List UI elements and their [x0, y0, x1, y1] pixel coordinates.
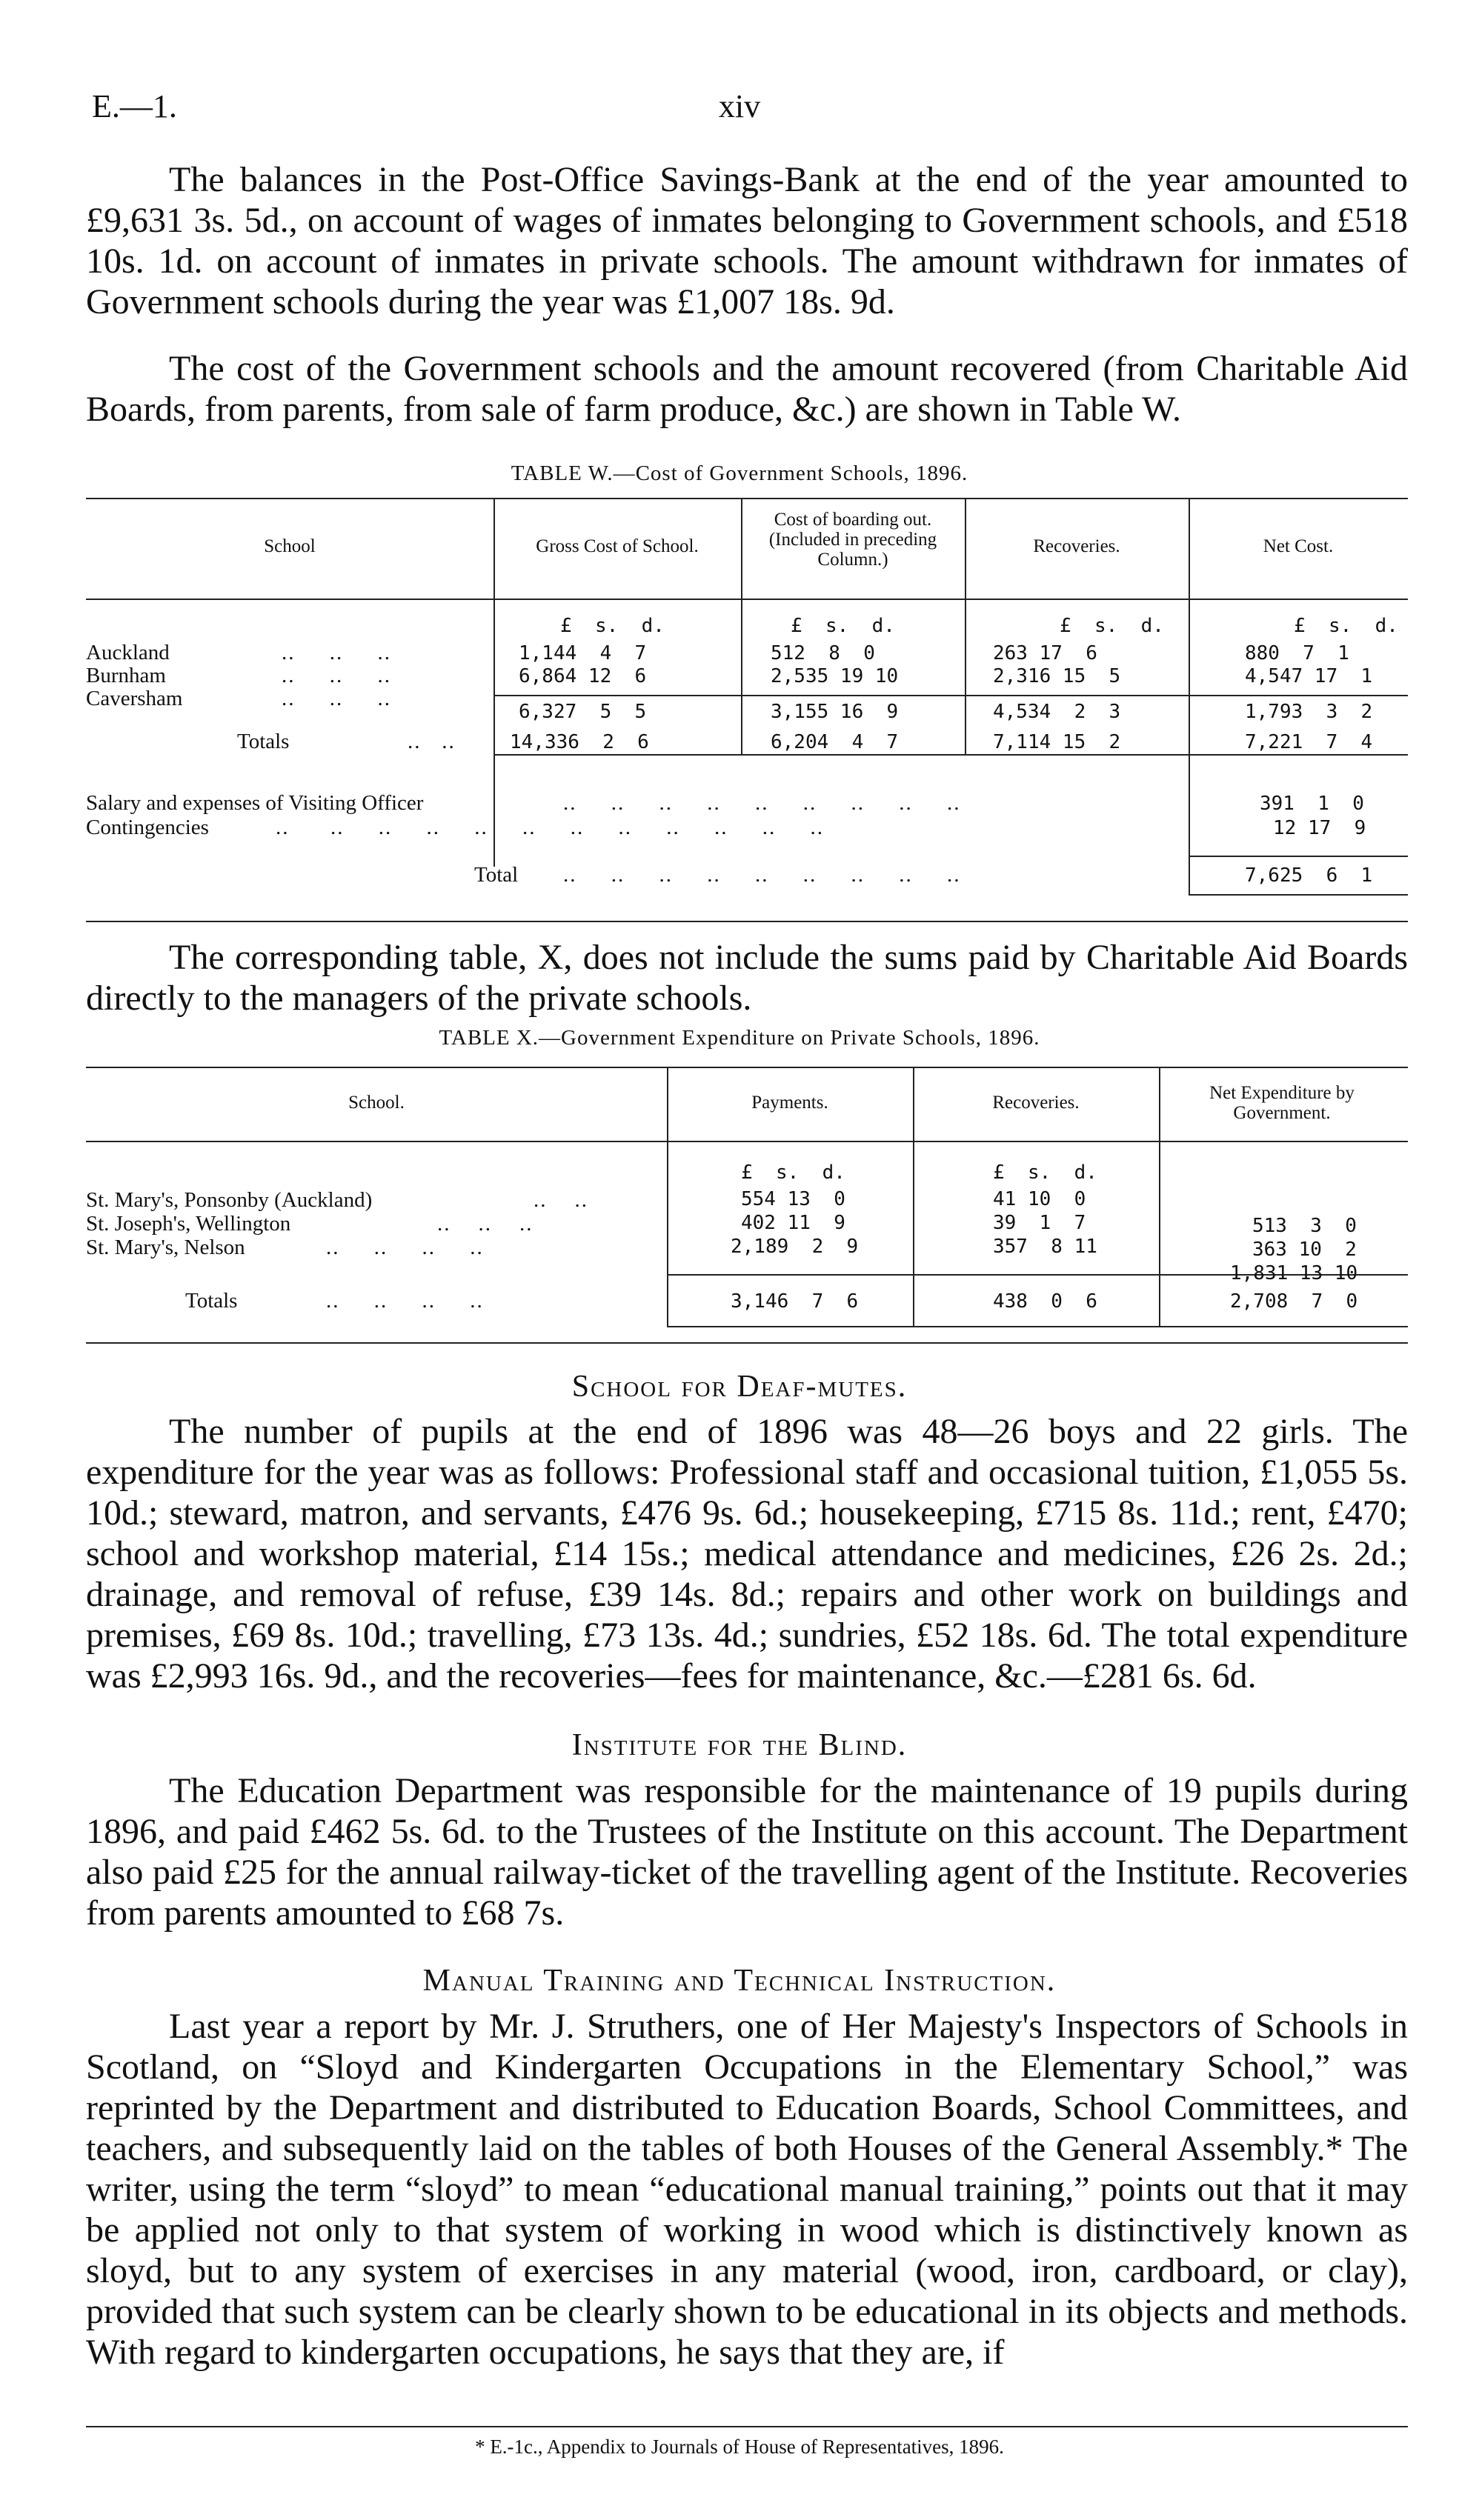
- table-cell: 39 1 7: [993, 1212, 1086, 1234]
- blind-paragraph: The Education Department was responsible for the maintenance of 19 pupils during 1896, and paid £462 5s. 6d. to the Trustees of the Institute on this account. The Department also paid £25 for the annual railway-ticket of the travelling agent of the Institute. Recoveries from parents amounted to £68 7s.: [86, 1771, 1408, 1933]
- table-x-total-recoveries: 438 0 6: [993, 1290, 1097, 1313]
- table-cell: 2,535 19 10: [771, 665, 899, 687]
- table-cell: 357 8 11: [993, 1236, 1097, 1258]
- table-w-total-net: 7,221 7 4: [1245, 731, 1373, 753]
- table-x-units-payments: £ s. d.: [741, 1161, 845, 1184]
- table-x-header-recoveries: Recoveries.: [992, 1093, 1080, 1113]
- table-cell: 4,534 2 3: [993, 701, 1121, 723]
- table-cell: 363 10 2: [1252, 1239, 1357, 1261]
- table-w-units-gross: £ s. d.: [560, 615, 665, 637]
- table-w-total-gross: 14,336 2 6: [510, 731, 649, 753]
- table-w-grand-total-label: Total: [474, 863, 519, 887]
- table-w-units-recoveries: £ s. d.: [1060, 615, 1164, 637]
- table-cell: 513 3 0: [1252, 1215, 1357, 1237]
- table-cell: 402 11 9: [741, 1212, 845, 1234]
- table-x-header-net: Net Expenditure by Government.: [1209, 1083, 1355, 1123]
- table-x-totals-label: Totals: [185, 1289, 238, 1313]
- table-row-label: St. Mary's, Nelson: [86, 1236, 245, 1259]
- cost-paragraph: The cost of the Government schools and the amount recovered (from Charitable Aid Boards, from parents, from sale of farm produce, &c.) are shown in Table W.: [86, 349, 1408, 429]
- table-cell: 391 1 0: [1260, 793, 1364, 815]
- table-row-label: Auckland: [86, 641, 170, 664]
- table-w-total-boarding: 6,204 4 7: [771, 731, 899, 753]
- table-cell: 2,189 2 9: [731, 1236, 859, 1258]
- manual-training-heading: Manual Training and Technical Instruction.: [422, 1964, 1057, 1998]
- table-w-caption: TABLE W.—Cost of Government Schools, 1896.: [511, 461, 968, 485]
- table-cell: 4,547 17 1: [1245, 665, 1373, 687]
- table-w-grand-total-net: 7,625 6 1: [1245, 864, 1373, 887]
- table-cell: 554 13 0: [741, 1188, 845, 1210]
- table-cell: 1,831 13 10: [1230, 1262, 1358, 1284]
- table-cell: 2,316 15 5: [993, 665, 1121, 687]
- table-x-total-net: 2,708 7 0: [1230, 1290, 1358, 1313]
- table-cell: 512 8 0: [771, 642, 875, 664]
- table-row-label: Salary and expenses of Visiting Officer: [86, 791, 424, 815]
- savings-bank-paragraph: The balances in the Post-Office Savings-Bank at the end of the year amounted to £9,631 3s. 5d., on account of wages of inmates belonging to Government schools, and £518 10s. 1d. on account of inmates in private schools. The amount withdrawn for inmates of Government schools during the year was £1,007 18s. 9d.: [86, 160, 1408, 321]
- table-cell: 3,155 16 9: [771, 701, 899, 723]
- table-w-total-recoveries: 7,114 15 2: [993, 731, 1121, 753]
- table-w-units-net: £ s. d.: [1294, 615, 1398, 637]
- table-row-label: Burnham: [86, 664, 166, 687]
- table-x-total-payments: 3,146 7 6: [731, 1290, 859, 1313]
- table-w-header-school: School: [264, 536, 316, 556]
- table-cell: 41 10 0: [993, 1188, 1086, 1210]
- table-x-header-school: School.: [348, 1093, 405, 1113]
- footnote: * E.-1c., Appendix to Journals of House of Representatives, 1896.: [475, 2436, 1004, 2458]
- document-reference: E.—1.: [92, 88, 177, 124]
- table-x-units-recoveries: £ s. d.: [993, 1161, 1097, 1184]
- table-row-label: Caversham: [86, 687, 183, 710]
- table-row-label: Contingencies: [86, 816, 209, 839]
- table-x-header-payments: Payments.: [751, 1093, 828, 1113]
- blind-heading: Institute for the Blind.: [571, 1728, 908, 1762]
- corresponding-paragraph: The corresponding table, X, does not include the sums paid by Charitable Aid Boards directly to the managers of the private schools.: [86, 938, 1408, 1018]
- table-w-header-recoveries: Recoveries.: [1033, 536, 1120, 556]
- deaf-mutes-paragraph: The number of pupils at the end of 1896 was 48—26 boys and 22 girls. The expenditure for the year was as follows: Professional staff and occasional tuition, £1,055 5s. 10d.; steward, matron, and servants, £476 9s. 6d.; housekeeping, £715 8s. 11d.; rent, £470; school and workshop material, £14 15s.; medical attendance and medicines, £26 2s. 2d.; drainage, and removal of refuse, £39 14s. 8d.; repairs and other work on buildings and premises, £69 8s. 10d.; travelling, £73 13s. 4d.; sundries, £52 18s. 6d. The total expenditure was £2,993 16s. 9d., and the recoveries—fees for maintenance, &c.—£281 6s. 6d.: [86, 1412, 1408, 1696]
- table-cell: 12 17 9: [1273, 817, 1366, 839]
- table-w-header-boarding: Cost of boarding out. (Included in preceding Column.): [768, 510, 937, 570]
- table-w-header-gross: Gross Cost of School.: [536, 536, 699, 556]
- table-cell: 1,144 4 7: [519, 642, 647, 664]
- document-page: E.—1. xiv The balances in the Post-Office Savings-Bank at the end of the year amounted to £9,631 3s. 5d., on account of wages of inmates belonging to Government schools, and £518 10s. 1d. on account of inmates in private schools. The amount withdrawn for inmates of Government schools during the year was £1,007 18s. 9d. The cost of the Government schools and the amount recovered (from Charitable Aid Boards, from parents, from sale of farm produce, &c.) are shown in Table W. TABLE W.—Cost of Government Schools, 1896. School Gross Cost of School. Cost of boarding out. (Included in preceding Column.) Recoveries. Net Cost. £ s. d. £ s. d. £ s. d. £ s. d. Auckland .. .. .. 1,144 4 7 512 8 0 263 17 6 880 7 1 Burnham .. .. .. 6,864 12 6 2,535 19 10 2,316 15 5 4,547 17 1 Caversham .. .. .. 6,327 5 5 3,155 16 9 4,534 2 3 1,793 3 2 Totals .. .. 14,336 2 6 6,204 4 7 7,114 15 2 7,221 7 4 Salary and expenses of Visiting Officer .. .. .. .. .. .. .. .. .. 391 1 0 Contingencies .. .. .. .. .. .. .. .. .. .. .. .. 12 17 9 Total .. .. .. .. .. .. .. .. .. 7,625 6 1 The corresponding table, X, does not include the sums paid by Charitable Aid Boards directly to the managers of the private schools. TABLE X.—Government Expenditure on Private Schools, 1896. School. Payments. Recoveries. Net Expenditure by Government. £ s. d. £ s. d. St. Mary's, Ponsonby (Auckland) .. .. 554 13 0 41 10 0 513 3 0 St. Joseph's, Wellington .. .. .. 402 11 9 39 1 7 363 10 2 St. Mary's, Nelson .. .. .. .. 2,189 2 9 357 8 11 1,831 13 10 Totals .. .. .. .. 3,146 7 6 438 0 6 2,708 7 0 School for Deaf-mutes. The number of pupils at the end of 1896 was 48—26 boys and 22 girls. The expenditure for the year was as follows: Professional staff and occasional tuition, £1,055 5s. 10d.; steward, matron, and servants, £476 9s. 6d.; housekeeping, £715 8s. 11d.; rent, £470; school and workshop material, £14 15s.; medical attendance and medicines, £26 2s. 2d.; drainage, and removal of refuse, £39 14s. 8d.; repairs and other work on buildings and premises, £69 8s. 10d.; travelling, £73 13s. 4d.; sundries, £52 18s. 6d. The total expenditure was £2,993 16s. 9d., and the recoveries—fees for maintenance, &c.—£281 6s. 6d. Institute for the Blind. The Education Department was responsible for the maintenance of 19 pupils during 1896, and paid £462 5s. 6d. to the Trustees of the Institute on this account. The Department also paid £25 for the annual railway-ticket of the travelling agent of the Institute. Recoveries from parents amounted to £68 7s. Manual Training and Technical Instruction. Last year a report by Mr. J. Struthers, one of Her Majesty's Inspectors of Schools in Scotland, on “Sloyd and Kindergarten Occupations in the Elementary School,” was reprinted by the Department and distributed to Education Boards, School Committees, and teachers, and subsequently laid on the tables of both Houses of the General Assembly.* The writer, using the term “sloyd” to mean “educational manual training,” points out that it may be applied not only to that system of working in wood which is distinctively known as sloyd, but to any system of exercises in any material (wood, iron, cardboard, or clay), provided that such system can be clearly shown to be educational in its objects and methods. With regard to kindergarten occupations, he says that they are, if * E.-1c., Appendix to Journals of House of Representatives, 1896.: [0, 0, 1479, 2520]
- manual-training-paragraph: Last year a report by Mr. J. Struthers, one of Her Majesty's Inspectors of Schools in Scotland, on “Sloyd and Kindergarten Occupations in the Elementary School,” was reprinted by the Department and distributed to Education Boards, School Committees, and teachers, and subsequently laid on the tables of both Houses of the General Assembly.* The writer, using the term “sloyd” to mean “educational manual training,” points out that it may be applied not only to that system of working in wood which is distinctively known as sloyd, but to any system of exercises in any material (wood, iron, cardboard, or clay), provided that such system can be clearly shown to be educational in its objects and methods. With regard to kindergarten occupations, he says that they are, if: [86, 2007, 1408, 2372]
- table-cell: 6,327 5 5: [519, 701, 647, 723]
- table-w-header-net: Net Cost.: [1263, 536, 1334, 556]
- table-w-totals-label: Totals: [237, 730, 290, 753]
- table-x-caption: TABLE X.—Government Expenditure on Private Schools, 1896.: [439, 1026, 1040, 1050]
- table-cell: 880 7 1: [1245, 642, 1349, 664]
- table-cell: 1,793 3 2: [1245, 701, 1373, 723]
- table-row-label: St. Joseph's, Wellington: [86, 1212, 291, 1236]
- table-w-units-boarding: £ s. d.: [791, 615, 895, 637]
- table-cell: 6,864 12 6: [519, 665, 647, 687]
- table-row-label: St. Mary's, Ponsonby (Auckland): [86, 1188, 373, 1212]
- table-cell: 263 17 6: [993, 642, 1097, 664]
- deaf-mutes-heading: School for Deaf-mutes.: [571, 1370, 908, 1404]
- page-number: xiv: [718, 88, 761, 124]
